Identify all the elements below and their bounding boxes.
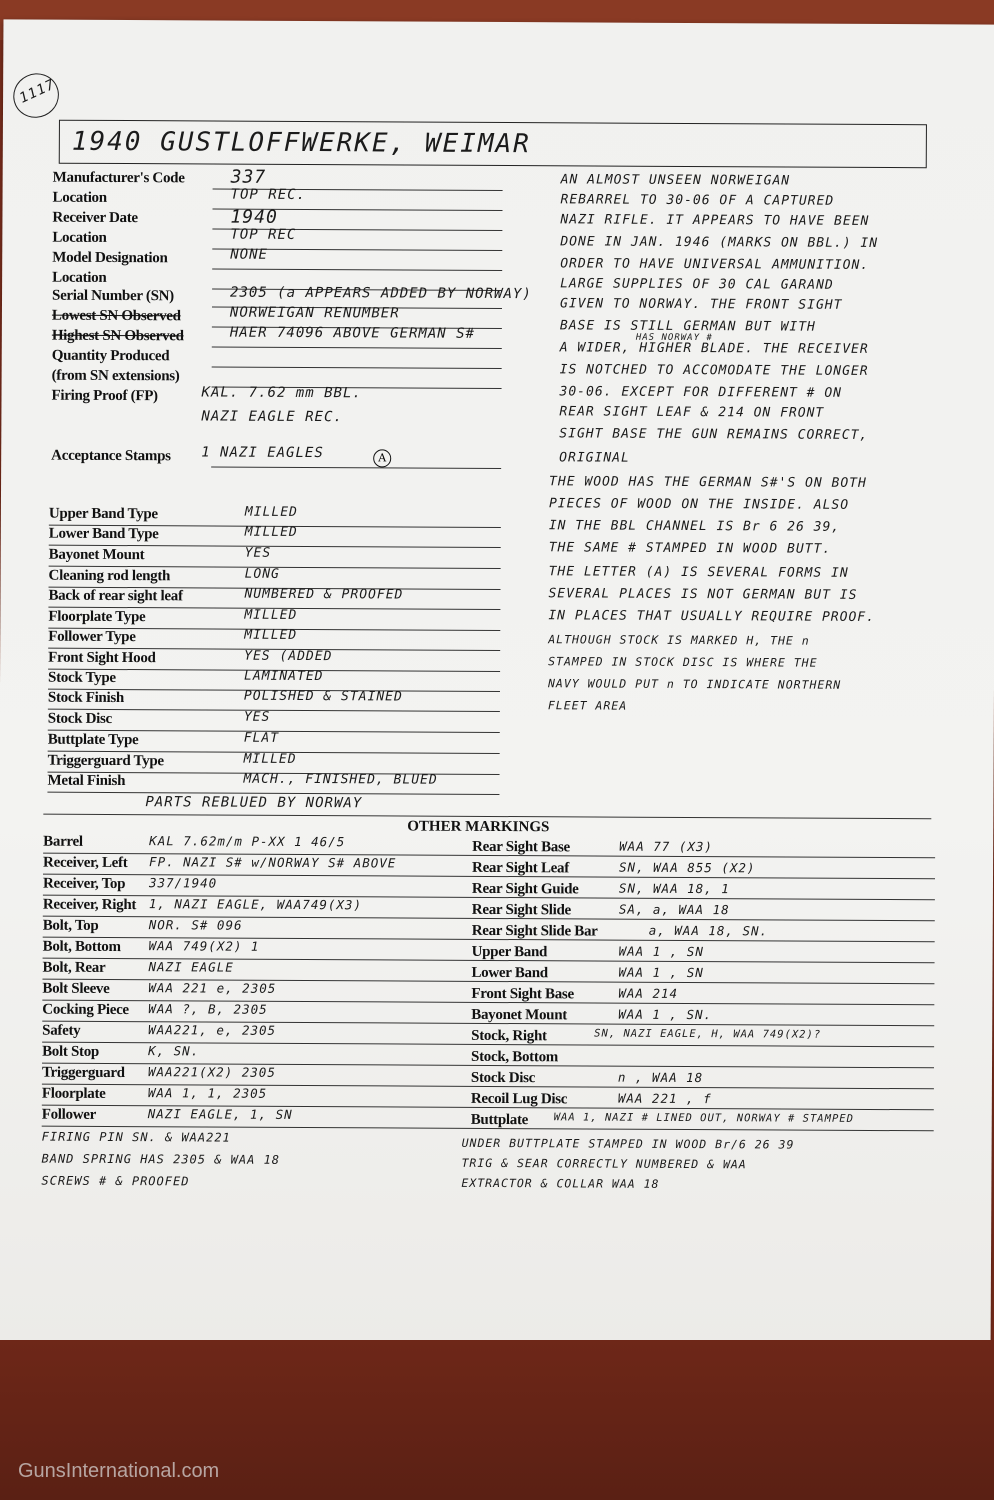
bottom-note-right: TRIG & SEAR CORRECTLY NUMBERED & WAA	[461, 1155, 747, 1172]
marking-value: NOR. S# 096	[148, 917, 243, 933]
field-rule	[211, 467, 501, 470]
note-line: NAZI RIFLE. IT APPEARS TO HAVE BEEN	[560, 212, 870, 229]
marking-value: a, WAA 18, SN.	[648, 922, 769, 939]
note-line: IN PLACES THAT USUALLY REQUIRE PROOF.	[548, 608, 876, 625]
page-number: 1117	[16, 76, 58, 107]
bottom-note-right: UNDER BUTTPLATE STAMPED IN WOOD Br/6 26 39	[461, 1135, 795, 1152]
note-line: PIECES OF WOOD ON THE INSIDE. ALSO	[548, 496, 850, 513]
marking-label: Bolt, Bottom	[42, 938, 121, 956]
marking-value: WAA 749(X2) 1	[148, 938, 260, 954]
field-label: Location	[52, 269, 107, 286]
marking-label: Barrel	[43, 833, 83, 850]
marking-value: n , WAA 18	[617, 1069, 704, 1086]
marking-value: SN, NAZI EAGLE, H, WAA 749(X2)?	[594, 1027, 822, 1041]
marking-label: Rear Sight Slide	[471, 901, 571, 919]
note-insert: HAS NORWAY #	[635, 332, 713, 344]
field-label: Cleaning rod length	[48, 567, 171, 585]
marking-value: WAA 214	[618, 985, 679, 1001]
marking-value: WAA 221 , f	[617, 1090, 712, 1107]
note-line: GIVEN TO NORWAY. THE FRONT SIGHT	[559, 296, 843, 313]
marking-label: Safety	[42, 1022, 81, 1039]
field-label: Location	[52, 229, 107, 246]
field-rule	[48, 709, 500, 712]
field-label: Front Sight Hood	[48, 649, 156, 667]
field-label: Back of rear sight leaf	[48, 587, 183, 605]
marking-value: SA, a, WAA 18	[618, 901, 730, 918]
marking-label: Receiver, Top	[42, 875, 126, 893]
field-label: Firing Proof (FP)	[51, 387, 158, 405]
field-value: LONG	[244, 566, 280, 582]
field-label: Receiver Date	[52, 209, 138, 227]
note-line: THE SAME # STAMPED IN WOOD BUTT.	[548, 540, 832, 557]
marking-value: WAA221, e, 2305	[148, 1022, 277, 1038]
marking-label: Bolt, Top	[42, 917, 99, 934]
field-value: KAL. 7.62 mm BBL.	[201, 384, 362, 402]
note-line: ALTHOUGH STOCK IS MARKED H, THE n	[548, 632, 810, 648]
marking-value: WAA 221 e, 2305	[148, 980, 277, 996]
bottom-note-right: EXTRACTOR & COLLAR WAA 18	[461, 1175, 660, 1191]
marking-label: Bolt, Rear	[42, 959, 106, 976]
note-line: DONE IN JAN. 1946 (MARKS ON BBL.) IN	[560, 234, 879, 251]
note-line: IN THE BBL CHANNEL IS Br 6 26 39,	[548, 518, 841, 535]
field-label: Lower Band Type	[48, 525, 159, 543]
marking-label: Recoil Lug Disc	[470, 1090, 568, 1108]
marking-label: Bolt Sleeve	[42, 980, 110, 997]
marking-value: SN, WAA 18, 1	[618, 880, 730, 897]
field-value: LAMINATED	[244, 668, 324, 685]
marking-label: Rear Sight Slide Bar	[471, 922, 598, 940]
document-sheet	[0, 19, 994, 1354]
field-value: MILLED	[244, 607, 298, 623]
field-value: TOP REC	[230, 226, 297, 243]
field-rule	[212, 347, 502, 350]
field-label: Stock Type	[48, 669, 116, 687]
note-line: BASE IS STILL GERMAN BUT WITH	[559, 318, 816, 335]
field-value: 1 NAZI EAGLES	[201, 444, 324, 462]
field-value: HAER 74096 ABOVE GERMAN S#	[229, 324, 476, 342]
marking-value: WAA ?, B, 2305	[148, 1001, 268, 1017]
marking-label: Buttplate	[470, 1111, 529, 1129]
note-line: STAMPED IN STOCK DISC IS WHERE THE	[548, 654, 818, 670]
field-value: NORWEIGAN RENUMBER	[229, 304, 400, 322]
marking-label: Rear Sight Leaf	[472, 859, 569, 877]
note-line: IS NOTCHED TO ACCOMODATE THE LONGER	[559, 362, 869, 379]
page-number-circle	[6, 66, 66, 125]
note-line: ORIGINAL	[559, 450, 630, 466]
note-line: REBARREL TO 30-06 OF A CAPTURED	[560, 192, 835, 209]
field-label: Floorplate Type	[48, 608, 146, 626]
field-value-extra: PARTS REBLUED BY NORWAY	[145, 794, 363, 812]
note-line: THE LETTER (A) IS SEVERAL FORMS IN	[548, 564, 849, 581]
marking-value: WAA 1 , SN	[618, 943, 704, 960]
note-line: 30-06. EXCEPT FOR DIFFERENT # ON	[559, 384, 843, 401]
marking-label: Upper Band	[471, 943, 548, 961]
bottom-note-left: BAND SPRING HAS 2305 & WAA 18	[41, 1151, 281, 1167]
marking-value: 1, NAZI EAGLE, WAA749(X3)	[148, 896, 363, 913]
bottom-note-left: FIRING PIN SN. & WAA221	[41, 1129, 231, 1145]
note-line: LARGE SUPPLIES OF 30 CAL GARAND	[560, 276, 834, 293]
field-label: Quantity Produced	[51, 347, 170, 365]
title-box	[59, 120, 927, 169]
note-line: FLEET AREA	[547, 698, 628, 713]
field-value: YES	[244, 545, 272, 561]
field-value: 1940	[230, 206, 278, 228]
field-label: Lowest SN Observed	[51, 307, 181, 325]
field-value: POLISHED & STAINED	[243, 688, 403, 705]
field-value: 2305 (a APPEARS ADDED BY NORWAY)	[230, 284, 532, 303]
marking-value: NAZI EAGLE	[148, 959, 234, 975]
other-markings-title: OTHER MARKINGS	[407, 818, 550, 836]
note-line: ORDER TO HAVE UNIVERSAL AMMUNITION.	[560, 256, 870, 273]
field-label: Follower Type	[48, 628, 136, 646]
bottom-note-left: SCREWS # & PROOFED	[41, 1173, 190, 1189]
marking-value: WAA221(X2) 2305	[147, 1064, 276, 1080]
field-label: Metal Finish	[47, 772, 126, 790]
marking-value: K, SN.	[148, 1043, 200, 1059]
field-label: Upper Band Type	[48, 505, 158, 523]
field-value: 337	[230, 166, 267, 188]
marking-label: Floorplate	[41, 1085, 106, 1102]
field-label: Manufacturer's Code	[52, 169, 185, 187]
marking-label: Follower	[41, 1106, 97, 1123]
note-line: AN ALMOST UNSEEN NORWEIGAN	[560, 172, 791, 189]
field-label: Acceptance Stamps	[51, 447, 171, 465]
field-value: NUMBERED & PROOFED	[244, 586, 404, 603]
notes-area	[547, 172, 981, 713]
field-label: Stock Finish	[47, 689, 124, 707]
marking-value: 337/1940	[148, 875, 218, 891]
marking-label: Stock, Bottom	[471, 1048, 559, 1066]
marking-label: Receiver, Left	[43, 854, 128, 872]
document-title: 1940 GUSTLOFFWERKE, WEIMAR	[71, 126, 531, 160]
marking-value: WAA 1, NAZI # LINED OUT, NORWAY # STAMPED	[553, 1111, 854, 1125]
marking-label: Receiver, Right	[42, 896, 137, 914]
marking-label: Lower Band	[471, 964, 548, 982]
marking-label: Bolt Stop	[42, 1043, 100, 1060]
field-label: Highest SN Observed	[51, 327, 184, 345]
field-label: Location	[52, 189, 107, 206]
note-line: REAR SIGHT LEAF & 214 ON FRONT	[559, 404, 825, 421]
field-value: YES (ADDED	[244, 648, 333, 665]
marking-value: NAZI EAGLE, 1, SN	[147, 1106, 293, 1122]
field-label: Triggerguard Type	[47, 752, 164, 770]
field-value: YES	[243, 709, 271, 725]
field-value: MILLED	[244, 627, 298, 643]
marking-value: WAA 1 , SN	[618, 964, 704, 981]
field-value: NAZI EAGLE REC.	[201, 408, 343, 426]
marking-value: WAA 77 (X3)	[619, 838, 714, 855]
marking-value: FP. NAZI S# w/NORWAY S# ABOVE	[149, 854, 397, 871]
circled-a-icon: A	[373, 449, 391, 467]
marking-label: Bayonet Mount	[471, 1006, 568, 1024]
note-line: A WIDER, HIGHER BLADE. THE RECEIVER	[559, 340, 869, 357]
marking-label: Stock, Right	[471, 1027, 547, 1045]
marking-label: Rear Sight Base	[472, 838, 570, 856]
field-rule	[212, 269, 502, 272]
note-line: SIGHT BASE THE GUN REMAINS CORRECT,	[559, 426, 869, 443]
field-value: TOP REC.	[230, 186, 307, 203]
marking-value: SN, WAA 855 (X2)	[619, 859, 756, 876]
field-label: Stock Disc	[47, 710, 112, 727]
note-line: THE WOOD HAS THE GERMAN S#'S ON BOTH	[549, 474, 867, 491]
field-value: MILLED	[244, 504, 298, 520]
marking-label: Triggerguard	[41, 1064, 125, 1082]
marking-value: KAL 7.62m/m P-XX 1 46/5	[149, 833, 346, 850]
marking-label: Front Sight Base	[471, 985, 574, 1003]
marking-value: WAA 1, 1, 2305	[147, 1085, 268, 1101]
field-rule	[212, 367, 502, 370]
field-label: Serial Number (SN)	[52, 287, 174, 305]
marking-label: Cocking Piece	[42, 1001, 129, 1019]
note-line: SEVERAL PLACES IS NOT GERMAN BUT IS	[548, 586, 858, 603]
marking-label: Rear Sight Guide	[471, 880, 579, 898]
field-value: FLAT	[243, 730, 280, 746]
field-label: Model Designation	[52, 249, 168, 267]
marking-value: WAA 1 , SN.	[618, 1006, 713, 1023]
field-value: MILLED	[244, 524, 298, 540]
field-label: Bayonet Mount	[48, 546, 145, 564]
marking-label: Stock Disc	[470, 1069, 536, 1087]
field-label: (from SN extensions)	[51, 367, 180, 385]
field-value: MACH., FINISHED, BLUED	[243, 771, 438, 788]
watermark: GunsInternational.com	[18, 1460, 220, 1482]
field-label: Buttplate Type	[47, 731, 139, 749]
field-value: NONE	[230, 246, 269, 263]
field-value: MILLED	[243, 751, 297, 767]
note-line: NAVY WOULD PUT n TO INDICATE NORTHERN	[547, 676, 842, 692]
